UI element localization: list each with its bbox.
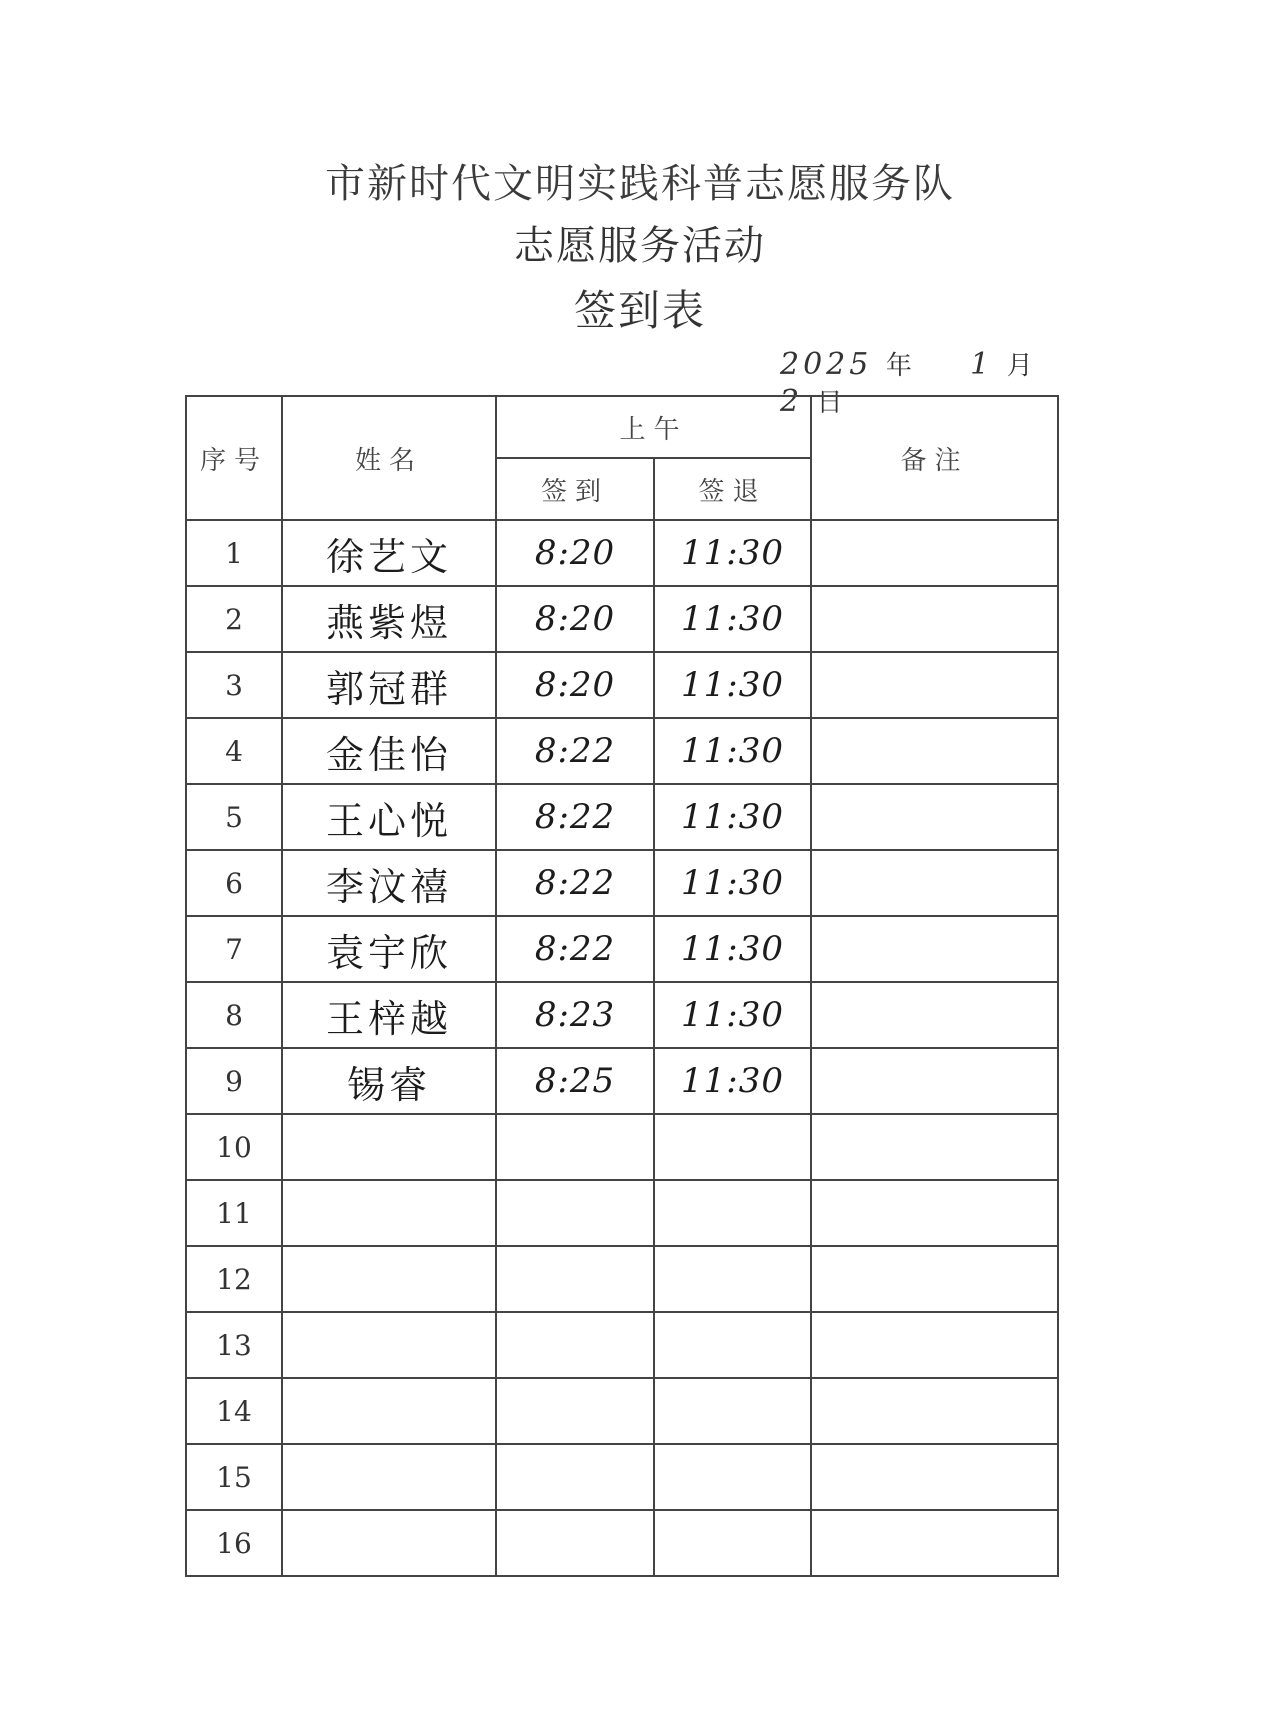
row-index: 10 — [186, 1114, 282, 1180]
row-sign-out-time: 11:30 — [654, 1048, 811, 1114]
row-remark — [811, 652, 1058, 718]
sign-in-table — [185, 395, 1059, 1577]
row-sign-out-time: 11:30 — [654, 586, 811, 652]
header-index: 序号 — [186, 396, 282, 520]
date-year-unit: 年 — [885, 351, 916, 381]
table-row — [186, 1114, 1058, 1180]
row-sign-in-time — [496, 1312, 654, 1378]
row-remark — [811, 586, 1058, 652]
table-row — [186, 1444, 1058, 1510]
row-sign-in-time: 8:20 — [496, 652, 654, 718]
row-sign-out-time: 11:30 — [654, 784, 811, 850]
table-row — [186, 1048, 1058, 1114]
row-sign-out-time — [654, 1312, 811, 1378]
row-sign-out-time: 11:30 — [654, 916, 811, 982]
table-row — [186, 1378, 1058, 1444]
title-sign-in-sheet: 签到表 — [573, 286, 706, 335]
row-index: 14 — [186, 1378, 282, 1444]
row-name: 金佳怡 — [282, 718, 496, 784]
date-day-unit: 日 — [816, 388, 847, 418]
row-name: 燕紫煜 — [282, 586, 496, 652]
header-remark: 备注 — [811, 396, 1058, 520]
row-sign-in-time: 8:25 — [496, 1048, 654, 1114]
table-row — [186, 1180, 1058, 1246]
row-name: 李汶禧 — [282, 850, 496, 916]
row-sign-out-time: 11:30 — [654, 520, 811, 586]
row-index: 6 — [186, 850, 282, 916]
row-name — [282, 1312, 496, 1378]
row-remark — [811, 784, 1058, 850]
row-sign-in-time — [496, 1246, 654, 1312]
row-name — [282, 1180, 496, 1246]
row-sign-out-time: 11:30 — [654, 982, 811, 1048]
table-row — [186, 784, 1058, 850]
row-sign-in-time: 8:23 — [496, 982, 654, 1048]
row-remark — [811, 1246, 1058, 1312]
row-name: 袁宇欣 — [282, 916, 496, 982]
row-index: 9 — [186, 1048, 282, 1114]
date-month-unit: 月 — [1006, 351, 1037, 381]
row-index: 4 — [186, 718, 282, 784]
row-remark — [811, 1048, 1058, 1114]
row-sign-out-time: 11:30 — [654, 652, 811, 718]
row-sign-in-time — [496, 1510, 654, 1576]
row-remark — [811, 718, 1058, 784]
row-index: 7 — [186, 916, 282, 982]
row-remark — [811, 1312, 1058, 1378]
table-row — [186, 652, 1058, 718]
row-sign-out-time — [654, 1114, 811, 1180]
row-remark — [811, 1444, 1058, 1510]
table-row — [186, 520, 1058, 586]
table-row — [186, 1510, 1058, 1576]
header-sign-out: 签退 — [654, 458, 811, 520]
row-index: 1 — [186, 520, 282, 586]
row-name — [282, 1246, 496, 1312]
row-sign-out-time — [654, 1444, 811, 1510]
row-sign-out-time — [654, 1246, 811, 1312]
table-row — [186, 916, 1058, 982]
table-row — [186, 850, 1058, 916]
row-sign-out-time: 11:30 — [654, 850, 811, 916]
row-sign-out-time — [654, 1510, 811, 1576]
row-remark — [811, 916, 1058, 982]
header-name: 姓名 — [282, 396, 496, 520]
row-sign-in-time: 8:20 — [496, 520, 654, 586]
row-index: 2 — [186, 586, 282, 652]
row-remark — [811, 1510, 1058, 1576]
row-sign-in-time: 8:22 — [496, 718, 654, 784]
row-name — [282, 1114, 496, 1180]
row-sign-out-time — [654, 1378, 811, 1444]
row-remark — [811, 520, 1058, 586]
row-sign-out-time: 11:30 — [654, 718, 811, 784]
row-sign-in-time: 8:22 — [496, 916, 654, 982]
row-name: 王心悦 — [282, 784, 496, 850]
row-name: 锡睿 — [282, 1048, 496, 1114]
title-team-name: 市新时代文明实践科普志愿服务队 — [325, 161, 955, 207]
date-month: 1 — [970, 347, 994, 382]
row-name: 徐艺文 — [282, 520, 496, 586]
table-row — [186, 586, 1058, 652]
row-index: 3 — [186, 652, 282, 718]
row-index: 12 — [186, 1246, 282, 1312]
row-name: 王梓越 — [282, 982, 496, 1048]
row-remark — [811, 1180, 1058, 1246]
header-morning: 上午 — [496, 396, 811, 458]
row-index: 15 — [186, 1444, 282, 1510]
row-name: 郭冠群 — [282, 652, 496, 718]
row-sign-out-time — [654, 1180, 811, 1246]
row-remark — [811, 1114, 1058, 1180]
row-name — [282, 1510, 496, 1576]
row-index: 5 — [186, 784, 282, 850]
row-sign-in-time: 8:20 — [496, 586, 654, 652]
row-sign-in-time: 8:22 — [496, 850, 654, 916]
header-sign-in: 签到 — [496, 458, 654, 520]
row-sign-in-time — [496, 1378, 654, 1444]
row-remark — [811, 982, 1058, 1048]
table-row — [186, 1312, 1058, 1378]
table-row — [186, 982, 1058, 1048]
row-index: 16 — [186, 1510, 282, 1576]
row-name — [282, 1378, 496, 1444]
title-activity: 志愿服务活动 — [514, 223, 766, 269]
table-row — [186, 1246, 1058, 1312]
row-index: 13 — [186, 1312, 282, 1378]
date-day: 2 — [780, 384, 804, 419]
row-sign-in-time — [496, 1444, 654, 1510]
row-index: 8 — [186, 982, 282, 1048]
row-remark — [811, 1378, 1058, 1444]
table-row — [186, 718, 1058, 784]
row-name — [282, 1444, 496, 1510]
date-year: 2025 — [780, 347, 873, 382]
row-sign-in-time — [496, 1180, 654, 1246]
row-sign-in-time — [496, 1114, 654, 1180]
row-sign-in-time: 8:22 — [496, 784, 654, 850]
row-index: 11 — [186, 1180, 282, 1246]
row-remark — [811, 850, 1058, 916]
